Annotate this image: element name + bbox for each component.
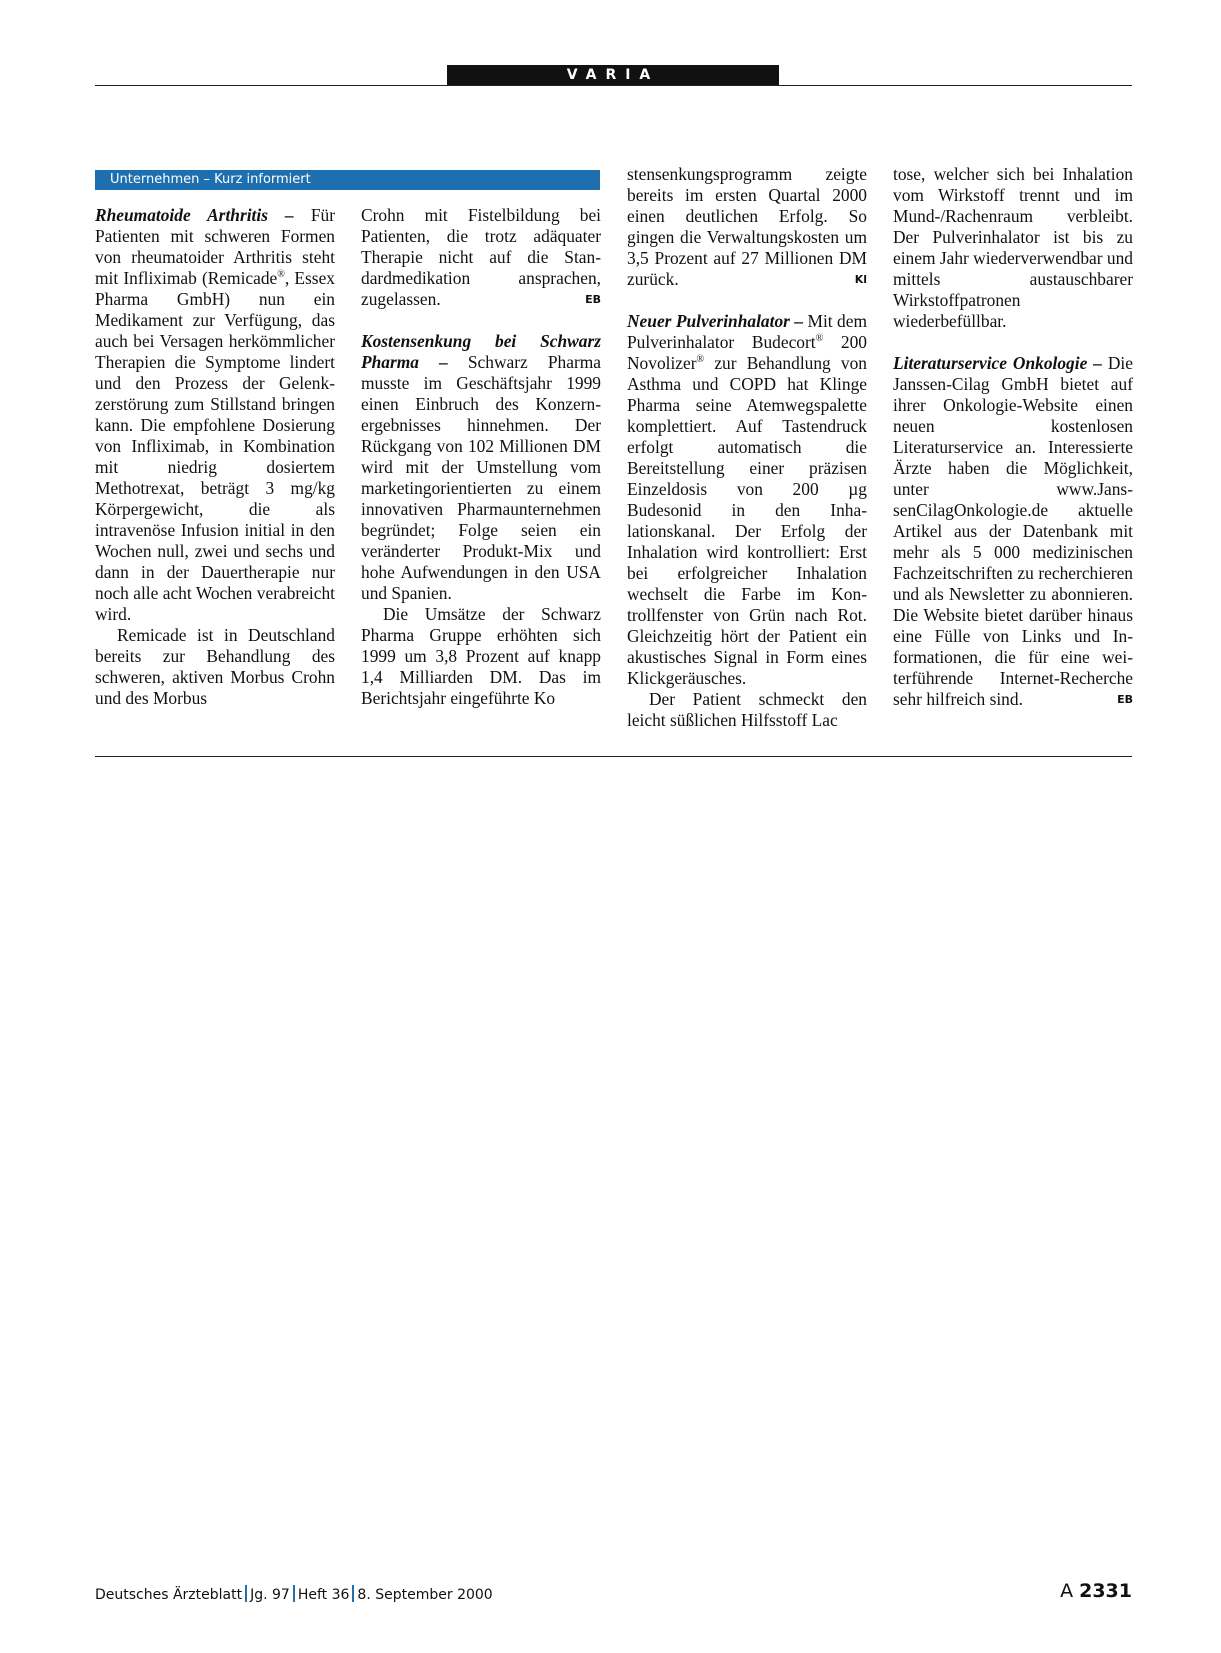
article-kostensenkung: Kostensenkung bei Schwarz Pharma – Schwarz Pharma musste im Geschäftsjahr 1999 einen Einbruch des Konzernergebnisses hinnehmen. Der Rückgang von 102 Millionen DM wird mit der Umstellung vom marketingorientierten zu einem innovativen Pharmaunternehmen begründet; Folge seien ein veränderter Produkt-Mix und hohe Aufwendungen in den USA und Spanien.: [361, 331, 601, 603]
separator: [352, 1585, 354, 1602]
journal-name: Deutsches Ärzteblatt: [95, 1587, 243, 1603]
column-2: [361, 205, 601, 709]
article-paragraph: Crohn mit Fistelbildung bei Patienten, die trotz adäquater Therapie nicht auf die Standardmedikation ansprachen, zugelassen. EB: [361, 205, 601, 309]
header-rule: [95, 85, 1132, 86]
author-initials: EB: [1117, 693, 1133, 706]
column-3: [627, 164, 867, 731]
article-paragraph: Die Umsätze der Schwarz Pharma Gruppe erhöhten sich 1999 um 3,8 Prozent auf knapp 1,4 Milliarden DM. Das im Berichtsjahr eingeführte Ko: [361, 604, 601, 708]
article-literaturservice: Literaturservice Onkologie – Die Janssen-Cilag GmbH bietet auf ihrer Onkologie-Website einen neuen kostenlosen Literaturservice an. Interessierte Ärzte haben die Möglichkeit, unter www.JanssenCilagOnkologie.de aktuelle Artikel aus der Datenbank mit mehr als 5 000 medizinischen Fachzeitschriften zu recherchieren und als Newsletter zu abonnieren. Die Website bietet darüber hinaus eine Fülle von Links und Informationen, die für eine weiterführende Internet-Recherche sehr hilfreich sind. EB: [893, 353, 1133, 709]
issue-date: 8. September 2000: [357, 1587, 493, 1603]
column-4: [893, 164, 1133, 710]
article-paragraph: Der Patient schmeckt den leicht süßlichen Hilfsstoff Lac: [627, 689, 867, 730]
article-paragraph: stensenkungsprogramm zeigte bereits im ersten Quartal 2000 einen deutlichen Erfolg. So gingen die Verwaltungskosten um 3,5 Prozent auf 27 Millionen DM zurück. Kl: [627, 164, 867, 289]
page-footer: [95, 1585, 493, 1603]
article-pulverinhalator: Neuer Pulverinhalator – Mit dem Pulverinhalator Budecort® 200 Novolizer® zur Behandlung von Asthma und COPD hat Klinge Pharma seine Atemwegspalette komplettiert. Auf Tastendruck erfolgt automatisch die Bereitstellung einer präzisen Einzeldosis von 200 µg Budesonid in den Inhalationskanal. Der Erfolg der Inhalation wird kontrolliert: Erst bei erfolgreicher Inhalation wechselt die Farbe im Kontrollfenster von Grün nach Rot. Gleichzeitig hört der Patient ein akustisches Signal in Form eines Klickgeräusches.: [627, 311, 868, 688]
author-initials: EB: [585, 293, 601, 306]
section-label: VARIA: [447, 65, 779, 85]
separator: [293, 1585, 295, 1602]
article-heading: Literaturservice Onkologie –: [893, 353, 1102, 373]
author-initials: Kl: [854, 273, 867, 286]
page-number: A 2331: [1060, 1580, 1132, 1602]
column-1: [95, 205, 335, 709]
separator: [245, 1585, 247, 1602]
rubric-banner: Unternehmen – Kurz informiert: [95, 170, 600, 190]
volume: Jg. 97: [250, 1587, 290, 1603]
article-paragraph: tose, welcher sich bei Inhalation vom Wirkstoff trennt und im Mund-/Rachenraum verbleibt. Der Pulverinhalator ist bis zu einem Jahr wiederverwendbar und mittels austauschbarer Wirkstoffpatronen wiederbefüllbar.: [893, 164, 1133, 331]
article-heading: Kostensenkung bei Schwarz Pharma –: [361, 331, 601, 372]
issue: Heft 36: [297, 1587, 350, 1603]
content-bottom-rule: [95, 756, 1132, 757]
article-paragraph: Remicade ist in Deutschland bereits zur Behandlung des schweren, aktiven Morbus Crohn und des Morbus: [95, 625, 335, 708]
article-heading: Neuer Pulverinhalator –: [627, 311, 804, 331]
article-rheumatoide-arthritis: Rheumatoide Arthritis – Für Patienten mit schweren Formen von rheumatoider Arthritis steht mit Infliximab (Remicade®, Essex Pharma GmbH) nun ein Medikament zur Verfügung, das auch bei Versagen herkömmlicher Therapien die Symptome lindert und den Prozess der Gelenkzerstörung zum Stillstand bringen kann. Die empfohlene Dosierung von Infliximab, in Kombination mit niedrig dosiertem Methotrexat, beträgt 3 mg/kg Körpergewicht, die als intravenöse Infusion initial in den Wochen null, zwei und sechs und dann in der Dauertherapie nur noch alle acht Wochen verabreicht wird.: [95, 205, 335, 624]
article-heading: Rheumatoide Arthritis –: [95, 205, 294, 225]
